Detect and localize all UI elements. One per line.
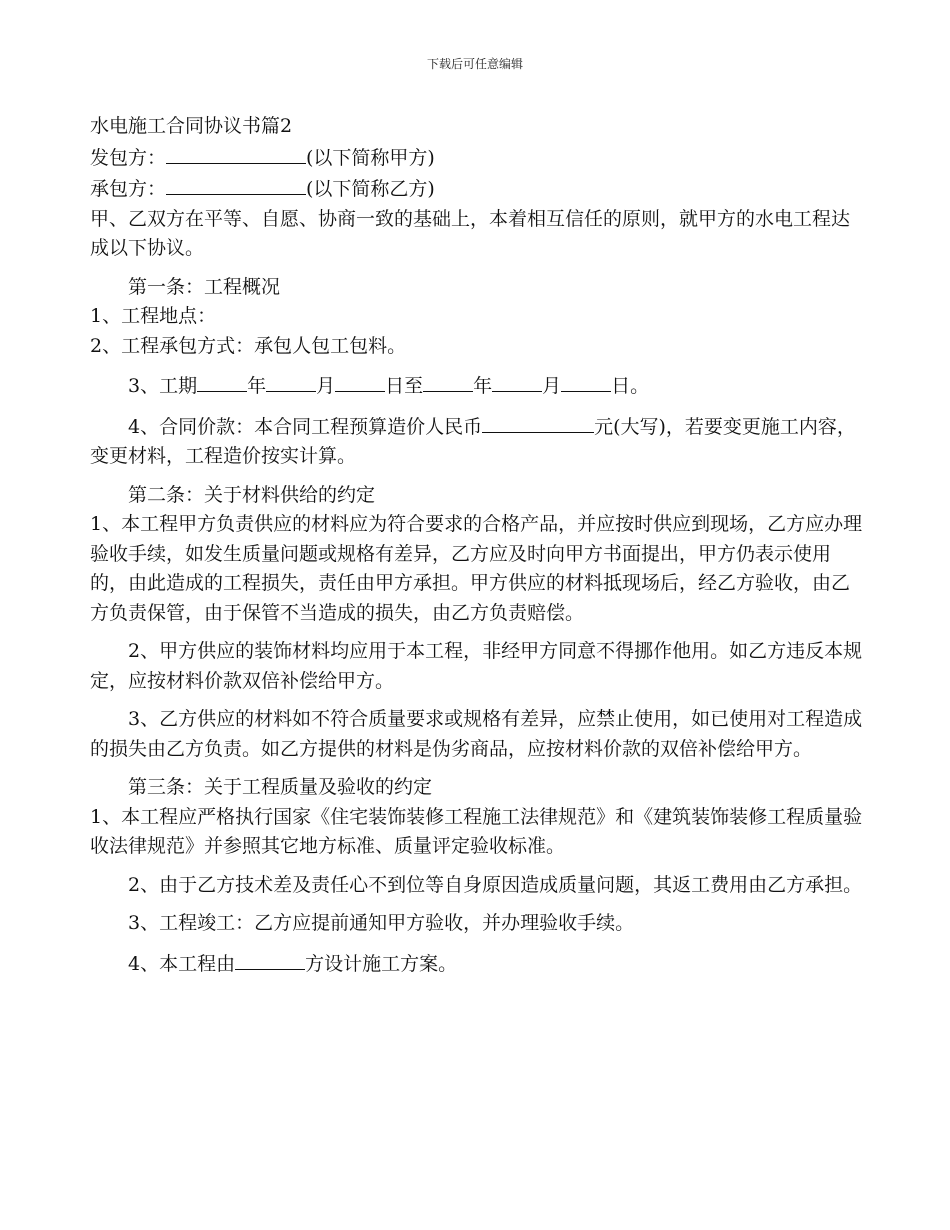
party-a-suffix: (以下简称甲方) <box>306 146 435 169</box>
article-1-item-1: 1、工程地点： <box>90 305 217 327</box>
year-label: 年 <box>247 375 267 397</box>
party-b-suffix: (以下简称乙方) <box>306 178 435 200</box>
end-year-blank[interactable] <box>423 370 473 392</box>
period-label: 3、工期 <box>128 375 198 397</box>
header-note: 下载后可任意编辑 <box>426 57 523 71</box>
party-a-line <box>90 142 865 174</box>
start-day-blank[interactable] <box>335 370 385 392</box>
article-2-item-2: 2、甲方供应的装饰材料均应用于本工程，非经甲方同意不得挪作他用。如乙方违反本规定，应按材料价款双倍补偿给甲方。 <box>90 640 863 692</box>
design-label: 4、本工程由 <box>128 952 236 975</box>
year-label-2: 年 <box>473 375 493 397</box>
day-to-label: 日至 <box>385 375 424 397</box>
article-1-title: 第一条：工程概况 <box>128 275 281 298</box>
month-label: 月 <box>316 375 336 397</box>
article-2-item-1: 1、本工程甲方负责供应的材料应为符合要求的合格产品，并应按时供应到现场，乙方应办理验收手续，如发生质量问题或规格有差异，乙方应及时向甲方书面提出，甲方仍表示使用的，由此造成的工程损失，责任由甲方承担。甲方供应的材料抵现场后，经乙方验收，由乙方负责保管，由于保管不当造成的损失，由乙方负责赔偿。 <box>90 513 863 624</box>
article-1-item-4 <box>90 411 865 472</box>
document-body <box>90 112 865 979</box>
article-2-title: 第二条：关于材料供给的约定 <box>128 483 376 506</box>
party-b-line <box>90 173 865 205</box>
contract-price-rest: 元(大写)，若要变更施工内容，变更材料，工程造价按实计算。 <box>90 415 856 467</box>
party-b-label: 承包方： <box>90 178 167 200</box>
party-a-blank[interactable] <box>166 142 306 164</box>
article-2-item-3: 3、乙方供应的材料如不符合质量要求或规格有差异，应禁止使用，如已使用对工程造成的损失由乙方负责。如乙方提供的材料是伪劣商品，应按材料价款的双倍补偿给甲方。 <box>90 708 863 760</box>
contract-price-blank[interactable] <box>482 411 594 433</box>
article-3-item-1: 1、本工程应严格执行国家《住宅装饰装修工程施工法律规范》和《建筑装饰装修工程质量验收法律规范》并参照其它地方标准、质量评定验收标准。 <box>90 805 863 857</box>
article-3-item-3: 3、工程竣工：乙方应提前通知甲方验收，并办理验收手续。 <box>128 912 635 934</box>
design-party-blank[interactable] <box>235 948 305 970</box>
start-month-blank[interactable] <box>266 370 316 392</box>
intro-paragraph: 甲、乙双方在平等、自愿、协商一致的基础上，本着相互信任的原则，就甲方的水电工程达成以下协议。 <box>90 207 851 259</box>
design-rest: 方设计施工方案。 <box>305 952 458 975</box>
article-3-item-4 <box>90 948 865 980</box>
article-1-item-2: 2、工程承包方式：承包人包工包料。 <box>90 334 407 357</box>
month-label-2: 月 <box>542 375 562 397</box>
article-3-item-2: 2、由于乙方技术差及责任心不到位等自身原因造成质量问题，其返工费用由乙方承担。 <box>128 873 863 896</box>
party-b-blank[interactable] <box>166 173 306 195</box>
document-title: 水电施工合同协议书篇2 <box>90 115 293 137</box>
article-3-title: 第三条：关于工程质量及验收的约定 <box>128 776 433 798</box>
party-a-label: 发包方： <box>90 146 167 169</box>
day-label-2: 日。 <box>611 375 650 397</box>
article-1-item-3 <box>90 370 865 402</box>
contract-price-label: 4、合同价款：本合同工程预算造价人民币 <box>128 415 483 438</box>
end-day-blank[interactable] <box>561 370 611 392</box>
end-month-blank[interactable] <box>492 370 542 392</box>
start-year-blank[interactable] <box>197 370 247 392</box>
